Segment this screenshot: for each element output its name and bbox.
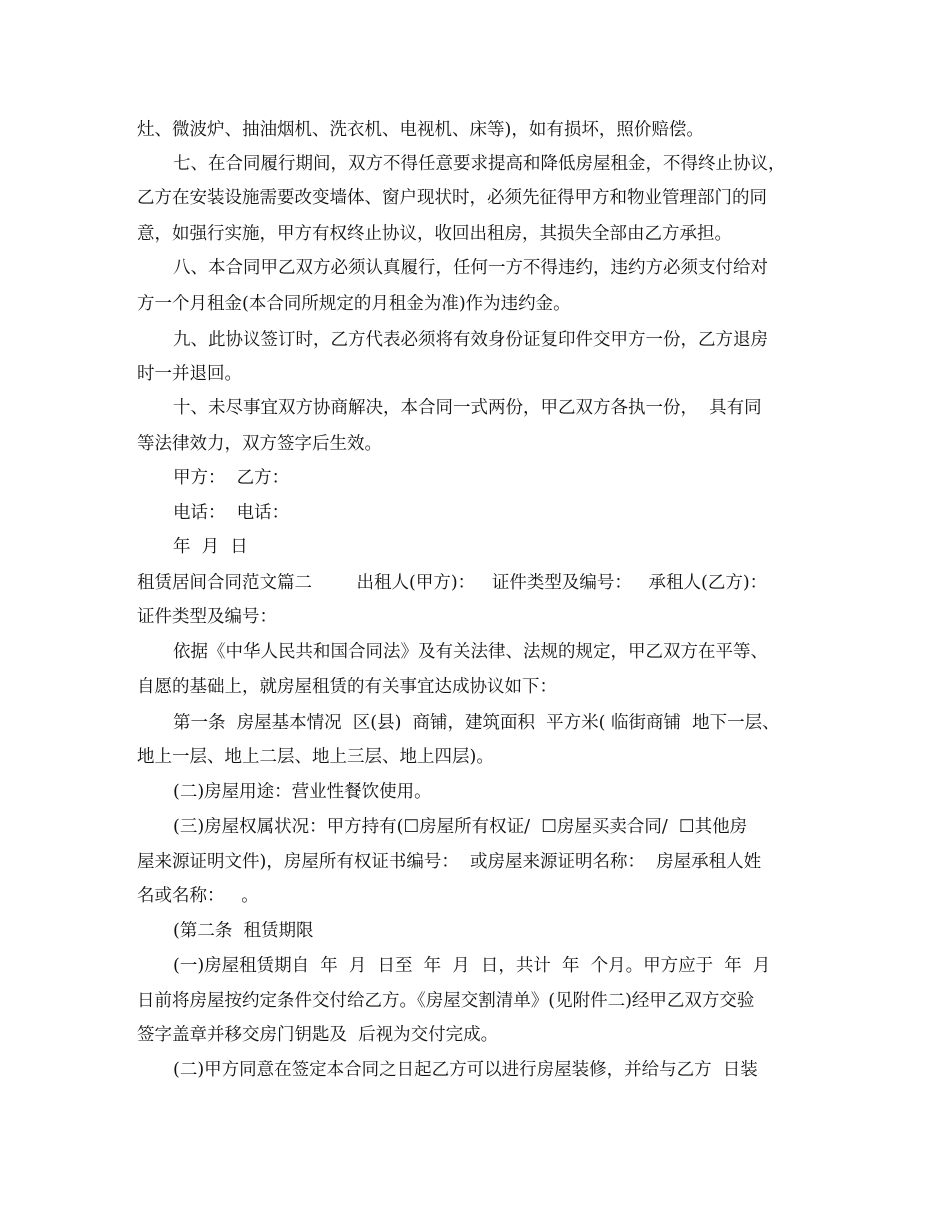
text-line: 依据《中华人民共和国合同法》及有关法律、法规的规定，甲乙双方在平等、 [173,642,768,662]
text-line: (一)房屋租赁期自 年 月 日至 年 月 日，共计 年 个月。甲方应于 年 月 [173,956,771,976]
text-line: 自愿的基础上，就房屋租赁的有关事宜达成协议如下： [137,677,557,697]
text-line: (三)房屋权属状况：甲方持有(☐房屋所有权证/ ☐房屋买卖合同/ ☐其他房 [173,817,748,837]
text-line: 签字盖章并移交房门钥匙及 后视为交付完成。 [137,1025,499,1045]
text-line: 方一个月租金(本合同所规定的月租金为准)作为违约金。 [137,294,571,314]
text-line: 八、本合同甲乙双方必须认真履行，任何一方不得违约，违约方必须支付给对 [173,258,768,278]
text-line: 等法律效力，双方签字后生效。 [137,434,382,454]
text-line: 屋来源证明文件)，房屋所有权证书编号： 或房屋来源证明名称： 房屋承租人姓 [137,852,762,872]
text-line: 证件类型及编号： [137,607,277,627]
text-line: 灶、微波炉、抽油烟机、洗衣机、电视机、床等)，如有损坏，照价赔偿。 [137,120,704,140]
signature-date: 年 月 日 [173,537,248,557]
text-line: 十、未尽事宜双方协商解决，本合同一式两份，甲乙双方各执一份， 具有同 [173,398,762,418]
text-line: (二)房屋用途：营业性餐饮使用。 [173,782,432,802]
text-line: 七、在合同履行期间，双方不得任意要求提高和降低房屋租金，不得终止协议， [173,154,786,174]
text-line: 地上一层、地上二层、地上三层、地上四层)。 [137,747,494,767]
text-line: 日前将房屋按约定条件交付给乙方。《房屋交割清单》(见附件二)经甲乙双方交验 [137,991,755,1011]
text-line: 乙方在安装设施需要改变墙体、窗户现状时，必须先征得甲方和物业管理部门的同 [137,188,767,208]
text-line: (第二条 租赁期限 [173,921,314,941]
text-line: 时一并退回。 [137,364,242,384]
text-line: (二)甲方同意在签定本合同之日起乙方可以进行房屋装修，并给与乙方 日装 [173,1060,758,1080]
signature-party-labels: 甲方： 乙方： [173,468,290,488]
text-line: 九、此协议签订时，乙方代表必须将有效身份证复印件交甲方一份，乙方退房 [173,330,768,350]
text-line: 第一条 房屋基本情况 区(县) 商铺，建筑面积 平方米( 临街商铺 地下一层、 [173,713,780,733]
text-line: 名或名称： 。 [137,886,259,906]
text-line: 意，如强行实施，甲方有权终止协议，收回出租房，其损失全部由乙方承担。 [137,224,732,244]
section-heading-line: 租赁居间合同范文篇二 出租人(甲方)： 证件类型及编号： 承租人(乙方)： [137,573,768,593]
signature-phone-labels: 电话： 电话： [173,503,290,523]
